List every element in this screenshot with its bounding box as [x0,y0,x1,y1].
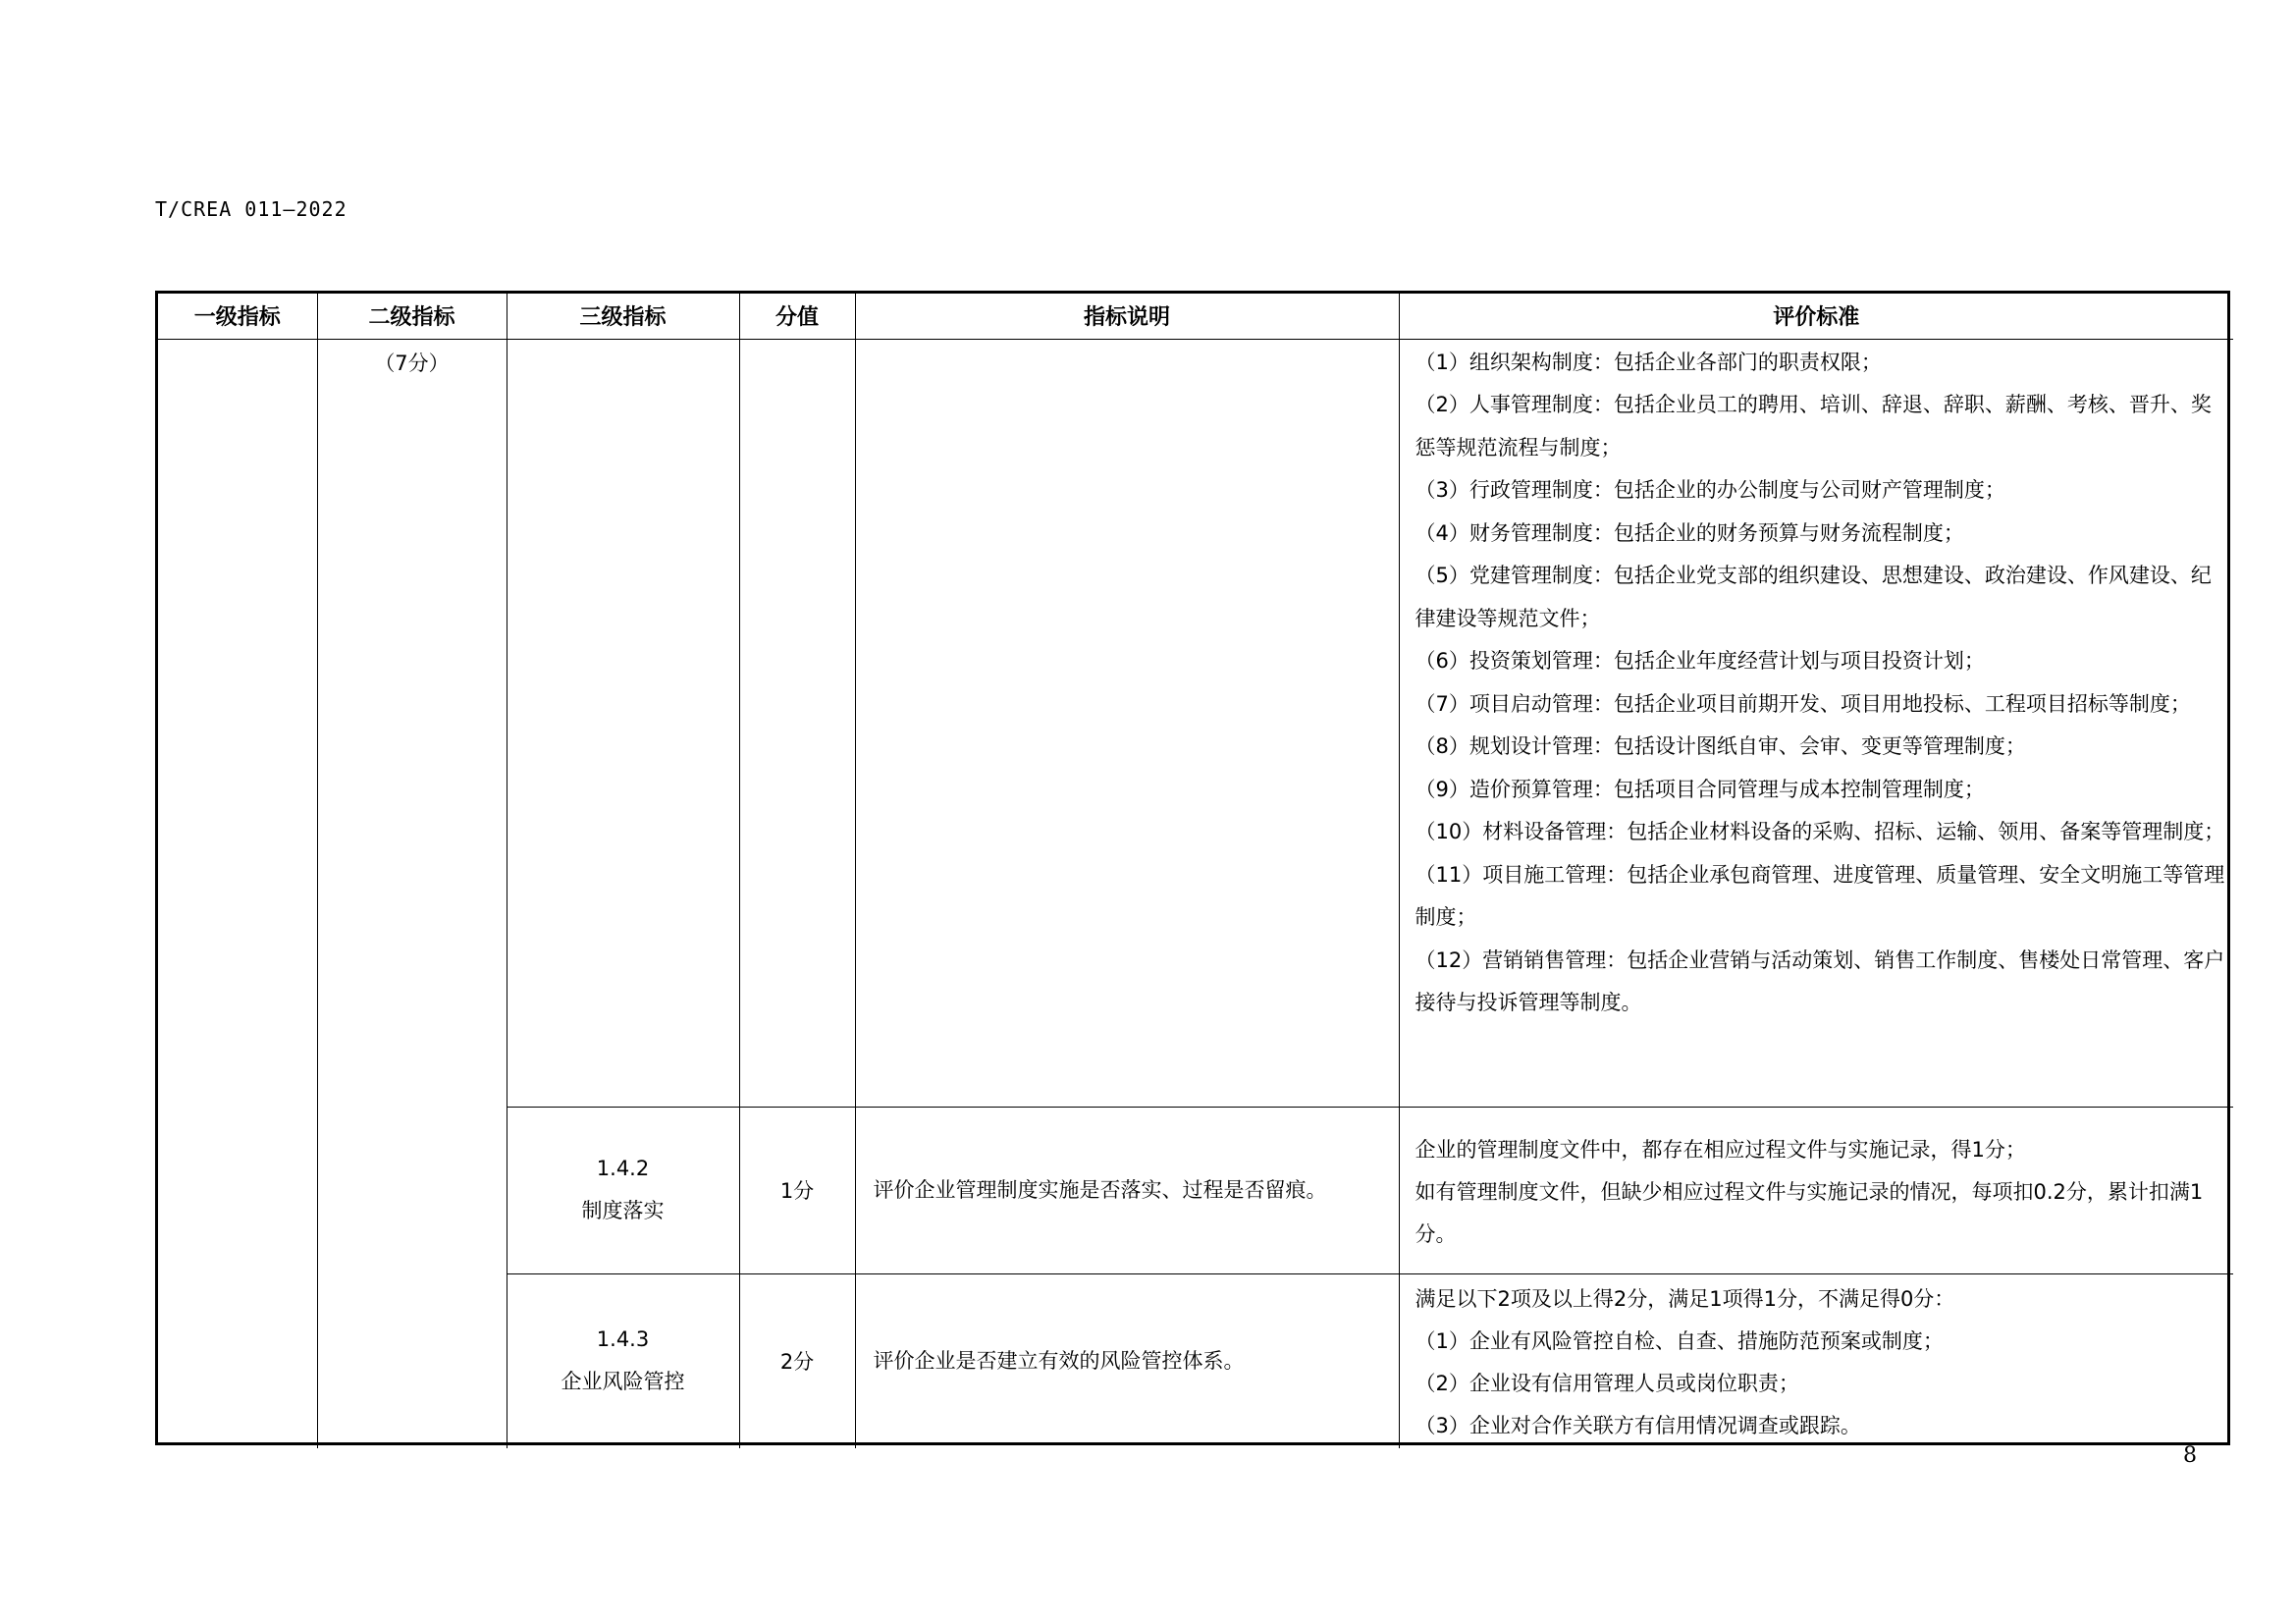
description-cell: 评价企业管理制度实施是否落实、过程是否留痕。 [855,1107,1399,1273]
description-cell-continued [855,339,1399,1107]
criteria-item: （2）企业设有信用管理人员或岗位职责； [1415,1371,1799,1395]
score-cell: 1分 [739,1107,855,1273]
indicator-name: 制度落实 [581,1199,665,1222]
criteria-item: （1）企业有风险管控自检、自查、措施防范预案或制度； [1415,1328,1944,1353]
page-number: 8 [2183,1443,2197,1468]
score-cell: 2分 [739,1273,855,1448]
criteria-item: （5）党建管理制度：包括企业党支部的组织建设、思想建设、政治建设、作风建设、纪律建设等规范文件； [1415,564,2212,630]
level3-cell [507,1107,739,1273]
criteria-item: （3）行政管理制度：包括企业的办公制度与公司财产管理制度； [1415,478,2005,502]
evaluation-table [155,291,2230,1445]
standard-code: T/CREA 011—2022 [155,197,347,221]
indicator-name: 企业风险管控 [561,1370,685,1394]
criteria-item: （3）企业对合作关联方有信用情况调查或跟踪。 [1415,1413,1861,1437]
criteria-item: （4）财务管理制度：包括企业的财务预算与财务流程制度； [1415,520,1964,545]
table-header-row [158,294,2233,339]
criteria-item: （9）造价预算管理：包括项目合同管理与成本控制管理制度； [1415,777,1985,801]
table-row-continued [158,339,2233,1107]
column-header-description: 指标说明 [855,294,1399,339]
description-cell: 评价企业是否建立有效的风险管控体系。 [855,1273,1399,1448]
level2-score-fragment: （7分） [374,351,450,375]
criteria-item: （8）规划设计管理：包括设计图纸自审、会审、变更等管理制度； [1415,734,2026,758]
column-header-criteria: 评价标准 [1399,294,2233,339]
score-cell-continued [739,339,855,1107]
criteria-item: （1）组织架构制度：包括企业各部门的职责权限； [1415,350,1882,374]
column-header-score: 分值 [739,294,855,339]
table-bottom-rule [155,1442,2230,1445]
level2-cell [317,339,507,1448]
column-header-level1: 一级指标 [158,294,317,339]
criteria-item: （6）投资策划管理：包括企业年度经营计划与项目投资计划； [1415,649,1985,673]
criteria-item: （11）项目施工管理：包括企业承包商管理、进度管理、质量管理、安全文明施工等管理制度； [1415,862,2225,929]
criteria-cell [1399,1107,2233,1273]
criteria-item: 满足以下2项及以上得2分，满足1项得1分，不满足得0分： [1415,1286,1955,1311]
criteria-item: （2）人事管理制度：包括企业员工的聘用、培训、辞退、辞职、薪酬、考核、晋升、奖惩等规范流程与制度； [1415,393,2212,460]
criteria-item: （7）项目启动管理：包括企业项目前期开发、项目用地投标、工程项目招标等制度； [1415,691,2191,716]
criteria-item: 企业的管理制度文件中，都存在相应过程文件与实施记录，得1分； [1415,1137,2026,1162]
level3-cell [507,1273,739,1448]
indicator-code: 1.4.3 [596,1327,650,1352]
indicator-code: 1.4.2 [596,1157,650,1180]
criteria-cell [1399,1273,2233,1448]
column-header-level2: 二级指标 [317,294,507,339]
criteria-item: （10）材料设备管理：包括企业材料设备的采购、招标、运输、领用、备案等管理制度； [1415,820,2225,843]
level1-cell [158,339,317,1448]
criteria-item: （12）营销销售管理：包括企业营销与活动策划、销售工作制度、售楼处日常管理、客户接待与投诉管理等制度。 [1415,947,2225,1014]
criteria-item: 如有管理制度文件，但缺少相应过程文件与实施记录的情况，每项扣0.2分，累计扣满1分。 [1415,1179,2204,1246]
column-header-level3: 三级指标 [507,294,739,339]
criteria-cell-continued [1399,339,2233,1107]
level3-cell-continued [507,339,739,1107]
